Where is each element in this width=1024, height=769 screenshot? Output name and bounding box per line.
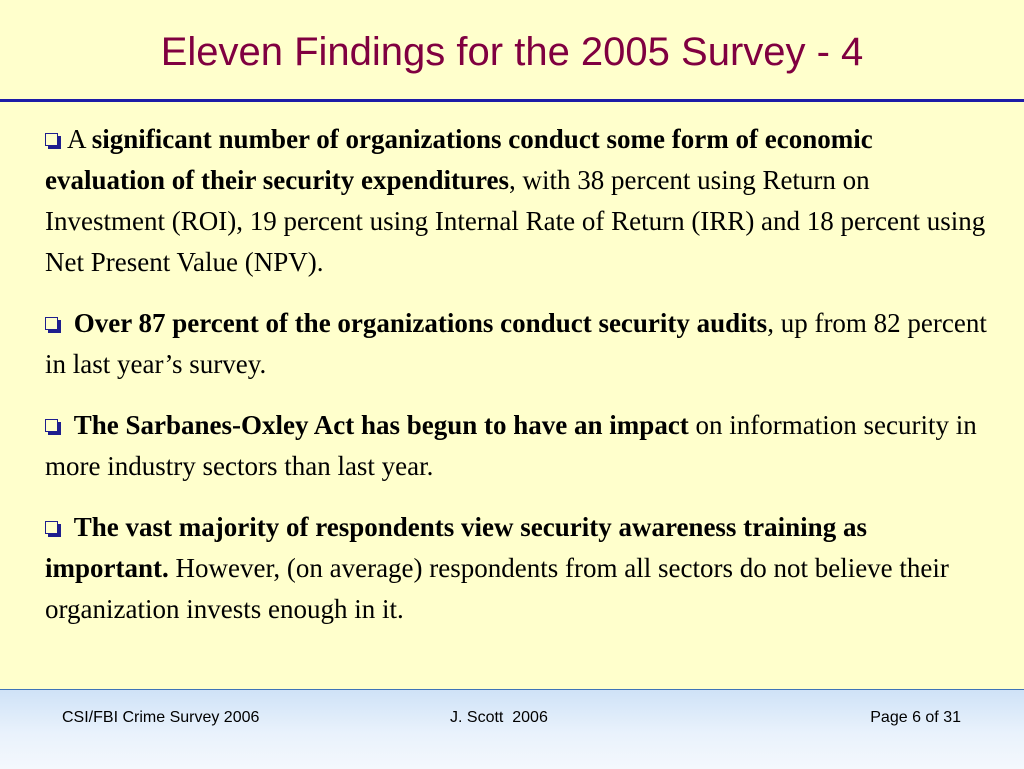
bullet-text-bold: Over 87 percent of the organizations conduct security audits: [73, 308, 768, 338]
footer-bar: [0, 689, 1024, 769]
checkbox-bullet-icon: [45, 521, 61, 537]
bullet-text-post: , with 38 percent using Return on Investment (ROI), 19 percent using Internal Rate of Return (IRR) and 18 percent using Net Present Value (NPV).: [45, 165, 986, 277]
bullet-item-4: [45, 507, 995, 630]
bullet-list: [45, 119, 995, 650]
checkbox-bullet-icon: [45, 133, 61, 149]
checkbox-bullet-icon: [45, 317, 61, 333]
bullet-item-3: [45, 405, 995, 487]
title-divider: [0, 99, 1024, 102]
checkbox-bullet-icon: [45, 419, 61, 435]
bullet-text-bold: significant number of organizations conduct some form of economic evaluation of their security expenditures: [45, 124, 873, 195]
footer-source: CSI/FBI Crime Survey 2006: [62, 709, 260, 726]
bullet-text-post: , up from 82 percent in last year’s survey.: [45, 308, 987, 379]
bullet-text-bold: The Sarbanes-Oxley Act has begun to have an impact: [73, 410, 689, 440]
bullet-text-pre: A: [67, 124, 92, 154]
bullet-item-2: [45, 303, 995, 385]
bullet-text-post: on information security in more industry sectors than last year.: [45, 410, 977, 481]
bullet-text-post: However, (on average) respondents from all sectors do not believe their organization invests enough in it.: [45, 553, 949, 624]
bullet-text-bold: The vast majority of respondents view security awareness training as important.: [45, 512, 867, 583]
slide-title: Eleven Findings for the 2005 Survey - 4: [160, 30, 864, 74]
footer-page-number: Page 6 of 31: [870, 709, 961, 726]
bullet-item-1: [45, 119, 995, 283]
footer-author: J. Scott 2006: [450, 709, 548, 726]
